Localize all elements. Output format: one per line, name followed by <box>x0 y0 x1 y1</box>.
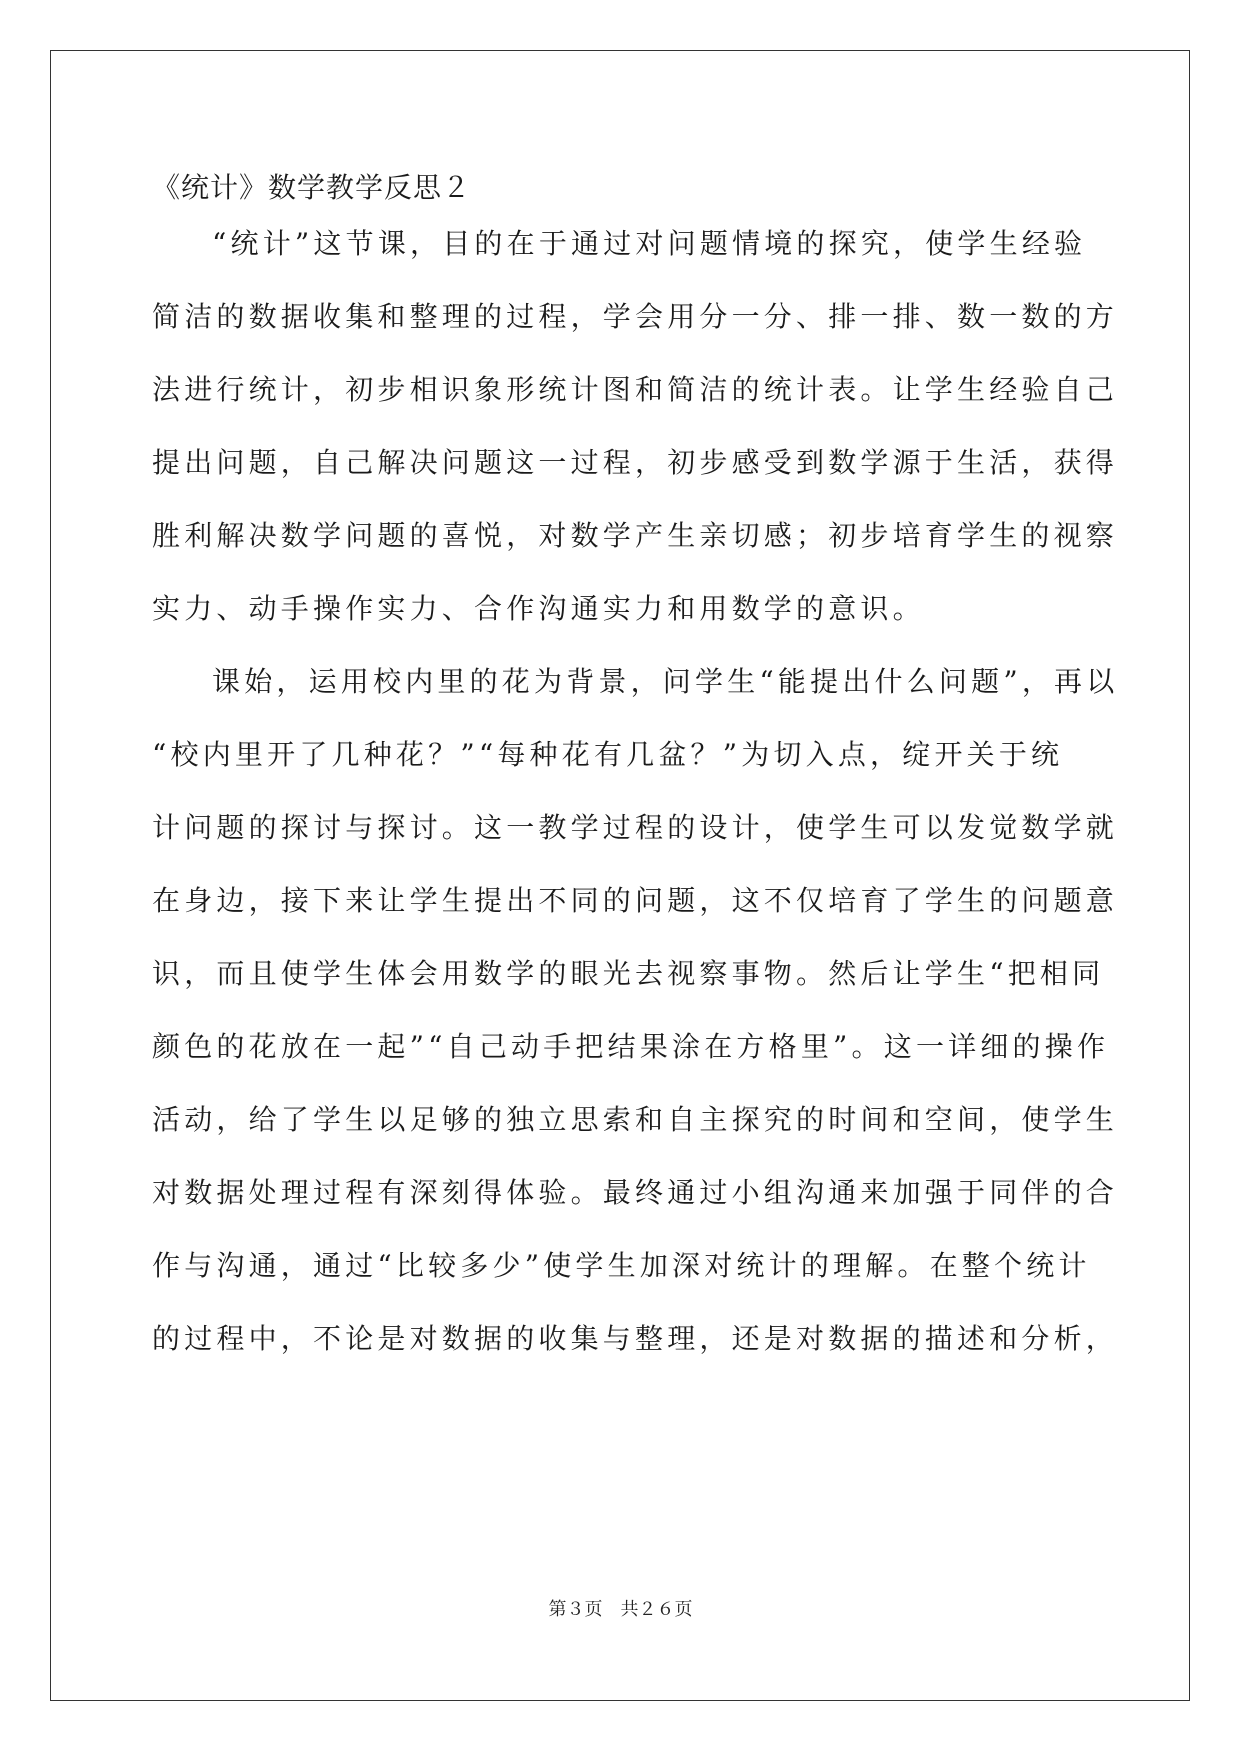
paragraph-line: 的过程中，不论是对数据的收集与整理，还是对数据的描述和分析， <box>152 1322 1119 1355</box>
paragraph-line: 课始，运用校内里的花为背景，问学生“能提出什么问题”，再以 <box>212 665 1119 698</box>
paragraph-line: 实力、动手操作实力、合作沟通实力和用数学的意识。 <box>152 592 925 625</box>
paragraph-line: 对数据处理过程有深刻得体验。最终通过小组沟通来加强于同伴的合 <box>152 1176 1119 1209</box>
paragraph-line: 在身边，接下来让学生提出不同的问题，这不仅培育了学生的问题意 <box>152 884 1119 917</box>
paragraph-line: 胜利解决数学问题的喜悦，对数学产生亲切感；初步培育学生的视察 <box>152 519 1119 552</box>
paragraph-line: 法进行统计，初步相识象形统计图和简洁的统计表。让学生经验自己 <box>152 373 1119 406</box>
paragraph-line: 颜色的花放在一起”“自己动手把结果涂在方格里”。这一详细的操作 <box>152 1030 1110 1063</box>
paragraph-line: 活动，给了学生以足够的独立思索和自主探究的时间和空间，使学生 <box>152 1103 1119 1136</box>
document-title: 《统计》数学教学反思２ <box>152 171 472 204</box>
paragraph-line: 计问题的探讨与探讨。这一教学过程的设计，使学生可以发觉数学就 <box>152 811 1119 844</box>
paragraph-line: 提出问题，自己解决问题这一过程，初步感受到数学源于生活，获得 <box>152 446 1119 479</box>
paragraph-line: 作与沟通，通过“比较多少”使学生加深对统计的理解。在整个统计 <box>152 1249 1091 1282</box>
paragraph-line: 简洁的数据收集和整理的过程，学会用分一分、排一排、数一数的方 <box>152 300 1119 333</box>
paragraph-line: “统计”这节课，目的在于通过对问题情境的探究，使学生经验 <box>212 227 1087 260</box>
paragraph-line: “校内里开了几种花？”“每种花有几盆？”为切入点，绽开关于统 <box>152 738 1064 771</box>
paragraph-line: 识，而且使学生体会用数学的眼光去视察事物。然后让学生“把相同 <box>152 957 1105 990</box>
page-number: 第３页 共２６页 <box>548 1599 693 1620</box>
